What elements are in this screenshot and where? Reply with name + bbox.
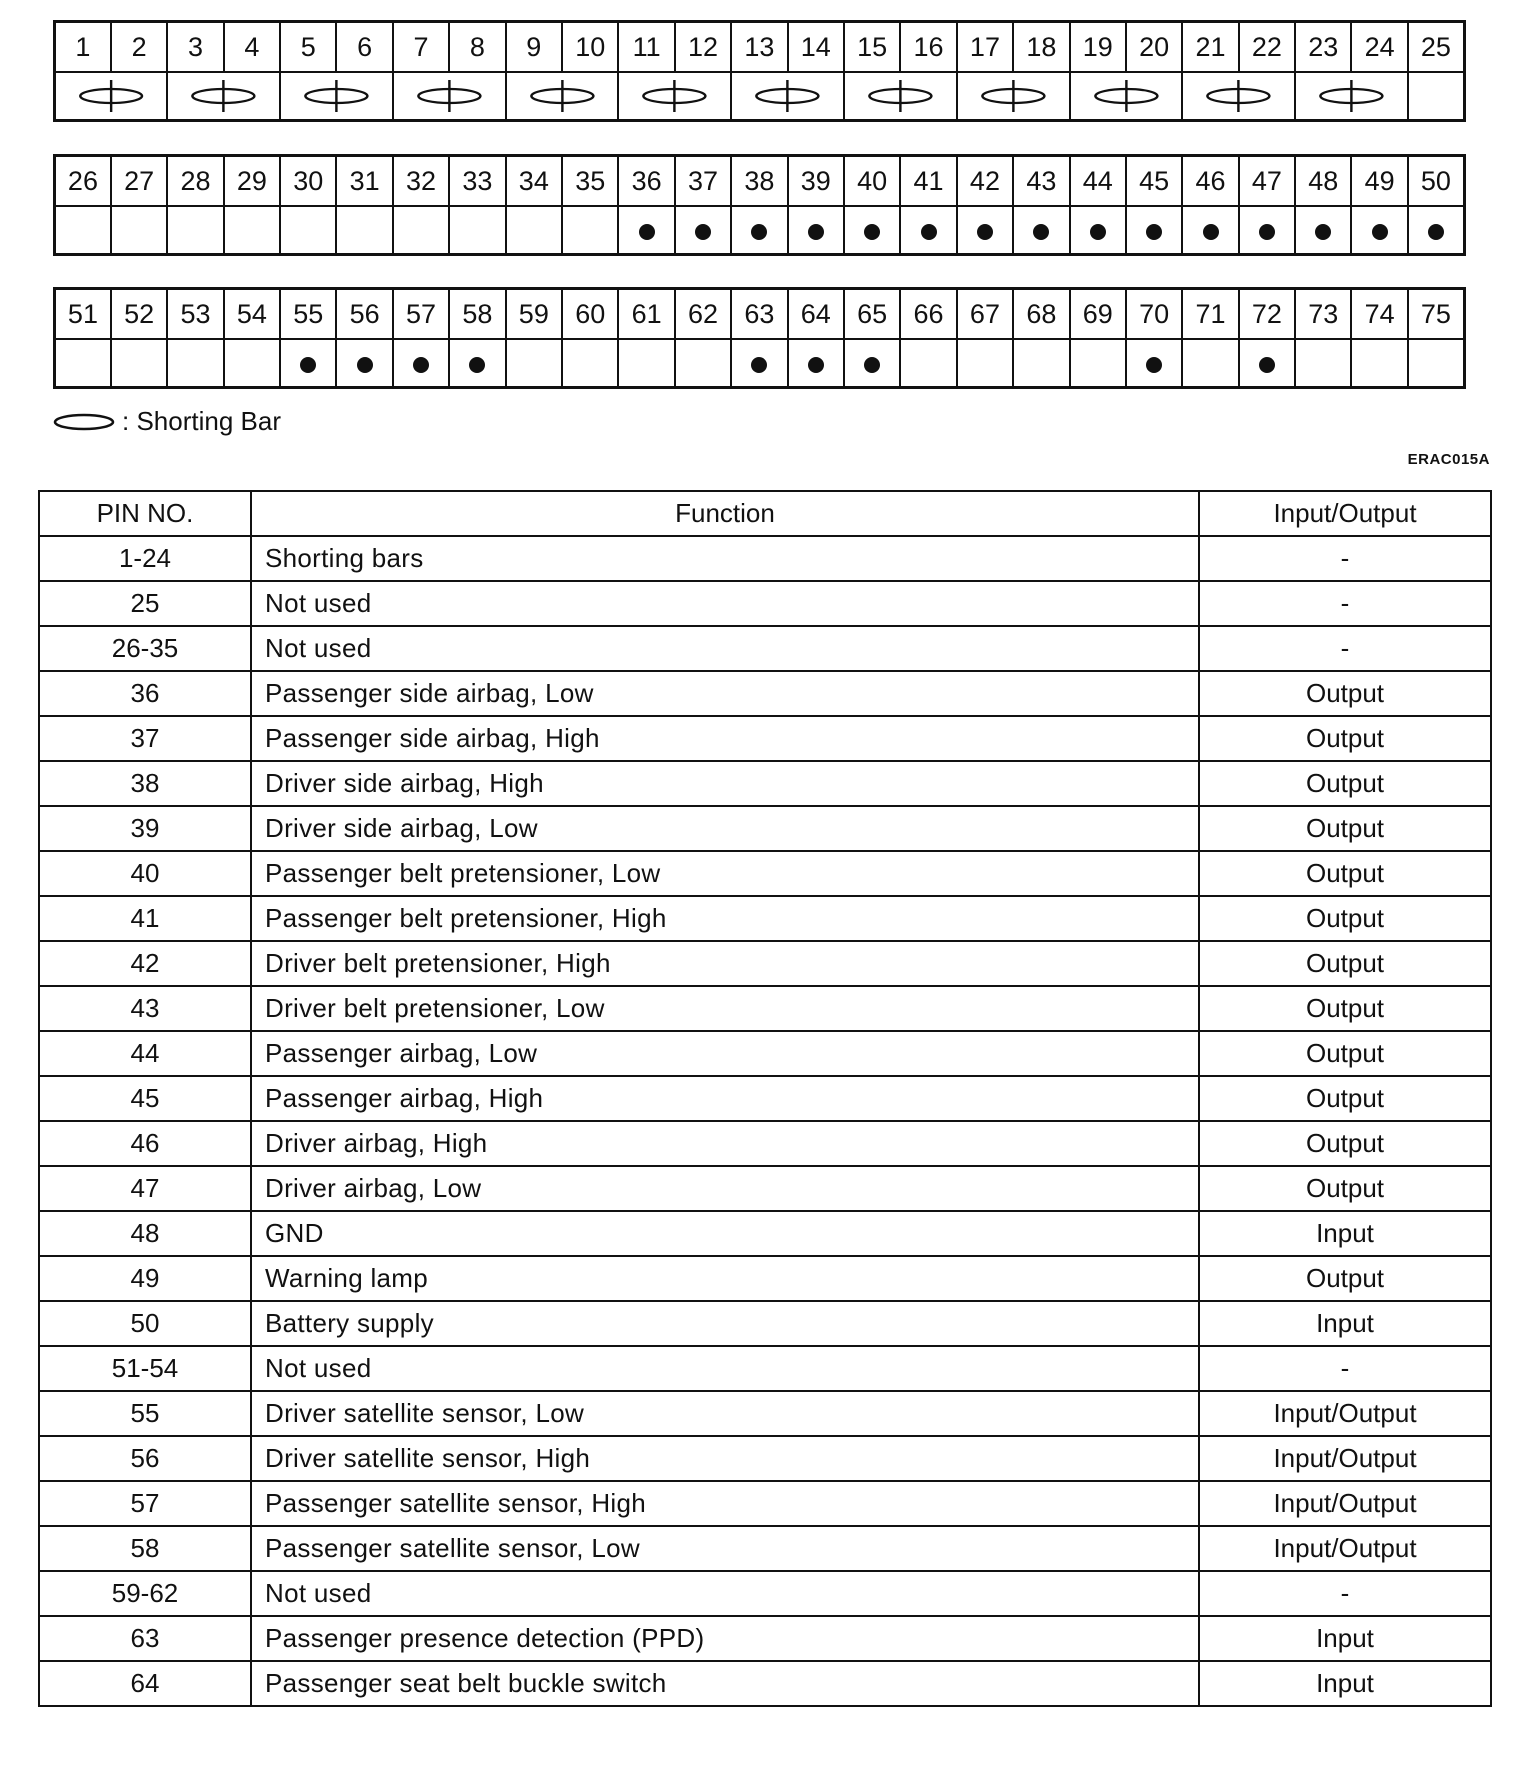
pin-number-cell: 55 xyxy=(39,1391,251,1436)
used-pin-dot-icon xyxy=(977,224,993,240)
function-cell: Driver side airbag, High xyxy=(251,761,1199,806)
used-pin-dot-icon xyxy=(1146,224,1162,240)
pin-marker-58 xyxy=(449,339,505,388)
shorting-bar-icon xyxy=(732,73,843,119)
pin-marker-64 xyxy=(788,339,844,388)
pin-marker-55 xyxy=(280,339,336,388)
pin-number-row xyxy=(55,289,1465,340)
shorting-bar-cell xyxy=(1070,72,1183,121)
table-row xyxy=(39,716,1491,761)
function-cell: Passenger satellite sensor, Low xyxy=(251,1526,1199,1571)
pin-number-26: 26 xyxy=(55,156,111,207)
pin-marker-65 xyxy=(844,339,900,388)
pin-number-cell: 36 xyxy=(39,671,251,716)
pin-marker-63 xyxy=(731,339,787,388)
table-row xyxy=(39,1481,1491,1526)
pin-number-39: 39 xyxy=(788,156,844,207)
used-pin-dot-icon xyxy=(751,224,767,240)
pin-number-70: 70 xyxy=(1126,289,1182,340)
table-row xyxy=(39,1211,1491,1256)
table-header-row xyxy=(39,491,1491,536)
pin-number-5: 5 xyxy=(280,22,336,73)
pin-marker-41 xyxy=(900,206,956,255)
shorting-bar-cell xyxy=(618,72,731,121)
table-row xyxy=(39,1616,1491,1661)
pin-number-3: 3 xyxy=(167,22,223,73)
table-row xyxy=(39,1256,1491,1301)
connector-row-2 xyxy=(53,154,1466,256)
pin-number-35: 35 xyxy=(562,156,618,207)
shorting-bar-cell xyxy=(1182,72,1295,121)
pin-marker-70 xyxy=(1126,339,1182,388)
pin-marker-39 xyxy=(788,206,844,255)
pin-marker-31 xyxy=(336,206,392,255)
used-pin-dot-icon xyxy=(413,357,429,373)
used-pin-dot-icon xyxy=(1259,357,1275,373)
pin-number-cell: 46 xyxy=(39,1121,251,1166)
io-cell: Output xyxy=(1199,806,1491,851)
table-row xyxy=(39,1391,1491,1436)
shorting-bar-cell xyxy=(957,72,1070,121)
pin-marker-68 xyxy=(1013,339,1069,388)
table-row xyxy=(39,536,1491,581)
pin-number-8: 8 xyxy=(449,22,505,73)
pin-number-13: 13 xyxy=(731,22,787,73)
io-cell: Output xyxy=(1199,671,1491,716)
pin-marker-34 xyxy=(506,206,562,255)
used-pin-dot-icon xyxy=(864,224,880,240)
io-cell: - xyxy=(1199,536,1491,581)
io-cell: Output xyxy=(1199,986,1491,1031)
shorting-bar-icon xyxy=(958,73,1069,119)
pin-number-cell: 39 xyxy=(39,806,251,851)
pin-number-72: 72 xyxy=(1239,289,1295,340)
legend xyxy=(52,406,281,437)
pin-number-66: 66 xyxy=(900,289,956,340)
pin-marker-49 xyxy=(1351,206,1407,255)
pin-marker-45 xyxy=(1126,206,1182,255)
io-cell: Output xyxy=(1199,1031,1491,1076)
pin-marker-row xyxy=(55,72,1465,121)
pin-number-36: 36 xyxy=(618,156,674,207)
pin-marker-46 xyxy=(1182,206,1238,255)
pin-marker-38 xyxy=(731,206,787,255)
pin-number-19: 19 xyxy=(1070,22,1126,73)
pin-number-18: 18 xyxy=(1013,22,1069,73)
pin-number-34: 34 xyxy=(506,156,562,207)
pin-number-row xyxy=(55,156,1465,207)
pin-number-cell: 51-54 xyxy=(39,1346,251,1391)
pin-number-58: 58 xyxy=(449,289,505,340)
pin-marker-44 xyxy=(1070,206,1126,255)
io-cell: Input xyxy=(1199,1211,1491,1256)
pin-number-30: 30 xyxy=(280,156,336,207)
function-cell: Not used xyxy=(251,626,1199,671)
used-pin-dot-icon xyxy=(808,357,824,373)
pin-marker-61 xyxy=(618,339,674,388)
pin-marker-row xyxy=(55,206,1465,255)
shorting-bar-cell xyxy=(167,72,280,121)
legend-text: : Shorting Bar xyxy=(122,406,281,436)
io-cell: Input/Output xyxy=(1199,1391,1491,1436)
shorting-bar-cell xyxy=(55,72,168,121)
function-cell: Passenger airbag, High xyxy=(251,1076,1199,1121)
pin-number-51: 51 xyxy=(55,289,111,340)
function-cell: Passenger belt pretensioner, Low xyxy=(251,851,1199,896)
pin-number-cell: 25 xyxy=(39,581,251,626)
pin-number-38: 38 xyxy=(731,156,787,207)
pin-marker-35 xyxy=(562,206,618,255)
pin-marker-42 xyxy=(957,206,1013,255)
pin-number-73: 73 xyxy=(1295,289,1351,340)
pin-function-table xyxy=(38,490,1492,1707)
io-cell: - xyxy=(1199,581,1491,626)
shorting-bar-icon xyxy=(168,73,279,119)
io-cell: Output xyxy=(1199,851,1491,896)
function-cell: Driver side airbag, Low xyxy=(251,806,1199,851)
function-cell: Passenger seat belt buckle switch xyxy=(251,1661,1199,1706)
shorting-bar-icon xyxy=(56,73,166,119)
pin-number-2: 2 xyxy=(111,22,167,73)
pin-marker-53 xyxy=(167,339,223,388)
table-row xyxy=(39,1661,1491,1706)
function-cell: Driver belt pretensioner, High xyxy=(251,941,1199,986)
pin-number-52: 52 xyxy=(111,289,167,340)
used-pin-dot-icon xyxy=(1033,224,1049,240)
pin-number-62: 62 xyxy=(675,289,731,340)
io-cell: Input/Output xyxy=(1199,1481,1491,1526)
shorting-bar-icon xyxy=(507,73,618,119)
io-cell: Input xyxy=(1199,1616,1491,1661)
io-cell: Input xyxy=(1199,1661,1491,1706)
pin-number-cell: 57 xyxy=(39,1481,251,1526)
pin-marker-59 xyxy=(506,339,562,388)
function-cell: Warning lamp xyxy=(251,1256,1199,1301)
used-pin-dot-icon xyxy=(751,357,767,373)
used-pin-dot-icon xyxy=(695,224,711,240)
pin-number-cell: 47 xyxy=(39,1166,251,1211)
io-cell: - xyxy=(1199,1346,1491,1391)
used-pin-dot-icon xyxy=(1090,224,1106,240)
io-cell: - xyxy=(1199,626,1491,671)
pin-marker-56 xyxy=(336,339,392,388)
pin-number-cell: 43 xyxy=(39,986,251,1031)
function-cell: Passenger presence detection (PPD) xyxy=(251,1616,1199,1661)
pin-number-63: 63 xyxy=(731,289,787,340)
pin-number-48: 48 xyxy=(1295,156,1351,207)
used-pin-dot-icon xyxy=(357,357,373,373)
table-row xyxy=(39,1571,1491,1616)
connector-row-1 xyxy=(53,20,1466,122)
pin-number-71: 71 xyxy=(1182,289,1238,340)
io-cell: Output xyxy=(1199,1076,1491,1121)
pin-number-cell: 50 xyxy=(39,1301,251,1346)
function-cell: Shorting bars xyxy=(251,536,1199,581)
pin-number-10: 10 xyxy=(562,22,618,73)
pin-number-32: 32 xyxy=(393,156,449,207)
pin-number-cell: 58 xyxy=(39,1526,251,1571)
pin-number-23: 23 xyxy=(1295,22,1351,73)
shorting-bar-icon xyxy=(845,73,956,119)
pin-number-1: 1 xyxy=(55,22,111,73)
function-cell: Not used xyxy=(251,581,1199,626)
shorting-bar-cell xyxy=(280,72,393,121)
pin-marker-72 xyxy=(1239,339,1295,388)
header-function: Function xyxy=(251,491,1199,536)
io-cell: Output xyxy=(1199,896,1491,941)
io-cell: Output xyxy=(1199,1121,1491,1166)
pin-number-cell: 56 xyxy=(39,1436,251,1481)
shorting-bar-cell xyxy=(506,72,619,121)
pin-number-25: 25 xyxy=(1408,22,1465,73)
pin-marker-54 xyxy=(224,339,280,388)
pin-number-43: 43 xyxy=(1013,156,1069,207)
table-row xyxy=(39,1301,1491,1346)
pin-marker-50 xyxy=(1408,206,1465,255)
pin-number-12: 12 xyxy=(675,22,731,73)
pin-number-4: 4 xyxy=(224,22,280,73)
io-cell: Input xyxy=(1199,1301,1491,1346)
pin-number-50: 50 xyxy=(1408,156,1465,207)
pin-marker-66 xyxy=(900,339,956,388)
pin-number-11: 11 xyxy=(618,22,674,73)
pin-number-cell: 37 xyxy=(39,716,251,761)
table-row xyxy=(39,1526,1491,1571)
pin-number-cell: 40 xyxy=(39,851,251,896)
pin-number-cell: 44 xyxy=(39,1031,251,1076)
function-cell: Passenger side airbag, Low xyxy=(251,671,1199,716)
used-pin-dot-icon xyxy=(639,224,655,240)
pin-number-47: 47 xyxy=(1239,156,1295,207)
pin-marker-75 xyxy=(1408,339,1465,388)
function-cell: Driver satellite sensor, Low xyxy=(251,1391,1199,1436)
pin-number-69: 69 xyxy=(1070,289,1126,340)
pin-marker-33 xyxy=(449,206,505,255)
header-input-output: Input/Output xyxy=(1199,491,1491,536)
pin-marker-48 xyxy=(1295,206,1351,255)
pin-number-24: 24 xyxy=(1351,22,1407,73)
function-cell: Driver satellite sensor, High xyxy=(251,1436,1199,1481)
pin-number-cell: 1-24 xyxy=(39,536,251,581)
pin-marker-32 xyxy=(393,206,449,255)
pin-number-cell: 45 xyxy=(39,1076,251,1121)
pin-number-65: 65 xyxy=(844,289,900,340)
pin-number-45: 45 xyxy=(1126,156,1182,207)
function-cell: Passenger belt pretensioner, High xyxy=(251,896,1199,941)
pin-number-64: 64 xyxy=(788,289,844,340)
shorting-bar-icon xyxy=(52,410,116,434)
pin-marker-60 xyxy=(562,339,618,388)
used-pin-dot-icon xyxy=(1259,224,1275,240)
pin-marker-67 xyxy=(957,339,1013,388)
function-cell: Passenger side airbag, High xyxy=(251,716,1199,761)
shorting-bar-icon xyxy=(1183,73,1294,119)
shorting-bar-icon xyxy=(619,73,730,119)
function-cell: Battery supply xyxy=(251,1301,1199,1346)
pin-marker-29 xyxy=(224,206,280,255)
pin-marker-57 xyxy=(393,339,449,388)
pin-marker-71 xyxy=(1182,339,1238,388)
pin-marker-47 xyxy=(1239,206,1295,255)
io-cell: Output xyxy=(1199,1166,1491,1211)
pin-marker-28 xyxy=(167,206,223,255)
pin-number-44: 44 xyxy=(1070,156,1126,207)
io-cell: - xyxy=(1199,1571,1491,1616)
pin-number-22: 22 xyxy=(1239,22,1295,73)
pin-number-33: 33 xyxy=(449,156,505,207)
used-pin-dot-icon xyxy=(921,224,937,240)
pin-number-cell: 49 xyxy=(39,1256,251,1301)
pin-number-40: 40 xyxy=(844,156,900,207)
pin-marker-30 xyxy=(280,206,336,255)
pin-marker-52 xyxy=(111,339,167,388)
pin-marker-37 xyxy=(675,206,731,255)
table-row xyxy=(39,1436,1491,1481)
table-row xyxy=(39,1121,1491,1166)
pin-number-55: 55 xyxy=(280,289,336,340)
function-cell: Not used xyxy=(251,1571,1199,1616)
pin-marker-26 xyxy=(55,206,111,255)
used-pin-dot-icon xyxy=(1146,357,1162,373)
table-row xyxy=(39,941,1491,986)
table-row xyxy=(39,806,1491,851)
pin-number-20: 20 xyxy=(1126,22,1182,73)
function-cell: Driver airbag, High xyxy=(251,1121,1199,1166)
pin-marker-74 xyxy=(1351,339,1407,388)
pin-number-29: 29 xyxy=(224,156,280,207)
io-cell: Output xyxy=(1199,716,1491,761)
io-cell: Output xyxy=(1199,761,1491,806)
pin-number-74: 74 xyxy=(1351,289,1407,340)
pin-number-37: 37 xyxy=(675,156,731,207)
pin-number-60: 60 xyxy=(562,289,618,340)
used-pin-dot-icon xyxy=(1203,224,1219,240)
used-pin-dot-icon xyxy=(808,224,824,240)
pin-number-cell: 63 xyxy=(39,1616,251,1661)
table-row xyxy=(39,986,1491,1031)
pin-number-16: 16 xyxy=(900,22,956,73)
pin-number-42: 42 xyxy=(957,156,1013,207)
function-cell: Not used xyxy=(251,1346,1199,1391)
pin-number-6: 6 xyxy=(336,22,392,73)
pin-marker-69 xyxy=(1070,339,1126,388)
io-cell: Output xyxy=(1199,1256,1491,1301)
table-row xyxy=(39,1031,1491,1076)
pin-number-17: 17 xyxy=(957,22,1013,73)
pin-marker-51 xyxy=(55,339,111,388)
pin-number-cell: 41 xyxy=(39,896,251,941)
pin-number-53: 53 xyxy=(167,289,223,340)
function-cell: Driver airbag, Low xyxy=(251,1166,1199,1211)
pin-number-31: 31 xyxy=(336,156,392,207)
function-cell: Passenger airbag, Low xyxy=(251,1031,1199,1076)
header-pin-no: PIN NO. xyxy=(39,491,251,536)
table-row xyxy=(39,671,1491,716)
table-row xyxy=(39,896,1491,941)
pin-number-15: 15 xyxy=(844,22,900,73)
table-row xyxy=(39,1166,1491,1211)
table-row xyxy=(39,761,1491,806)
shorting-bar-cell xyxy=(393,72,506,121)
pin-number-59: 59 xyxy=(506,289,562,340)
used-pin-dot-icon xyxy=(864,357,880,373)
io-cell: Output xyxy=(1199,941,1491,986)
pin-marker-40 xyxy=(844,206,900,255)
io-cell: Input/Output xyxy=(1199,1436,1491,1481)
pin-number-67: 67 xyxy=(957,289,1013,340)
pin-number-49: 49 xyxy=(1351,156,1407,207)
io-cell: Input/Output xyxy=(1199,1526,1491,1571)
table-row xyxy=(39,1346,1491,1391)
used-pin-dot-icon xyxy=(1315,224,1331,240)
pin-marker-27 xyxy=(111,206,167,255)
pin-number-cell: 48 xyxy=(39,1211,251,1256)
pin-number-57: 57 xyxy=(393,289,449,340)
pin-number-cell: 59-62 xyxy=(39,1571,251,1616)
function-cell: GND xyxy=(251,1211,1199,1256)
pin-number-27: 27 xyxy=(111,156,167,207)
pin-number-68: 68 xyxy=(1013,289,1069,340)
pin-number-56: 56 xyxy=(336,289,392,340)
connector-row-3 xyxy=(53,287,1466,389)
pin-number-cell: 26-35 xyxy=(39,626,251,671)
shorting-bar-cell xyxy=(844,72,957,121)
pin-number-61: 61 xyxy=(618,289,674,340)
pin-number-21: 21 xyxy=(1182,22,1238,73)
pin-marker-36 xyxy=(618,206,674,255)
shorting-bar-cell xyxy=(1295,72,1408,121)
table-row xyxy=(39,851,1491,896)
pin-marker-row xyxy=(55,339,1465,388)
pin-marker-73 xyxy=(1295,339,1351,388)
shorting-bar-cell xyxy=(731,72,844,121)
shorting-bar-icon xyxy=(394,73,505,119)
pin-marker-43 xyxy=(1013,206,1069,255)
pin-number-7: 7 xyxy=(393,22,449,73)
table-row xyxy=(39,581,1491,626)
table-row xyxy=(39,626,1491,671)
pin-number-75: 75 xyxy=(1408,289,1465,340)
used-pin-dot-icon xyxy=(469,357,485,373)
pin-number-46: 46 xyxy=(1182,156,1238,207)
figure-code: ERAC015A xyxy=(1407,451,1490,468)
pin-number-row xyxy=(55,22,1465,73)
pin-number-54: 54 xyxy=(224,289,280,340)
table-row xyxy=(39,1076,1491,1121)
shorting-bar-icon xyxy=(1296,73,1407,119)
shorting-bar-icon xyxy=(1071,73,1182,119)
pin-marker-25 xyxy=(1408,72,1465,121)
used-pin-dot-icon xyxy=(1428,224,1444,240)
shorting-bar-icon xyxy=(281,73,392,119)
pin-number-41: 41 xyxy=(900,156,956,207)
used-pin-dot-icon xyxy=(1372,224,1388,240)
function-cell: Passenger satellite sensor, High xyxy=(251,1481,1199,1526)
pin-marker-62 xyxy=(675,339,731,388)
pin-number-14: 14 xyxy=(788,22,844,73)
pin-number-cell: 42 xyxy=(39,941,251,986)
pin-number-cell: 64 xyxy=(39,1661,251,1706)
pin-number-28: 28 xyxy=(167,156,223,207)
pin-number-9: 9 xyxy=(506,22,562,73)
function-cell: Driver belt pretensioner, Low xyxy=(251,986,1199,1031)
pin-number-cell: 38 xyxy=(39,761,251,806)
used-pin-dot-icon xyxy=(300,357,316,373)
